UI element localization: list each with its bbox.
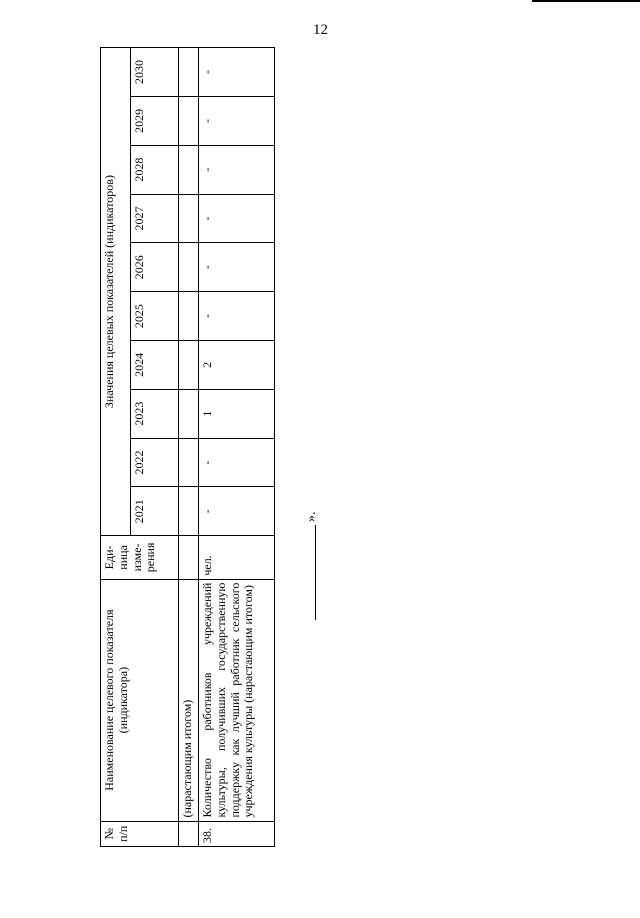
year-2029: 2029 [131, 96, 179, 145]
year-2030: 2030 [131, 48, 179, 97]
indicators-table [100, 47, 275, 847]
closing-mark-wrapper [300, 500, 320, 620]
closing-mark: ». [304, 511, 319, 522]
row-name: Количество работников учреждений культуры, получивших государственную поддержку как лучший работник сельского учреждения культуры (нарастающим итогом) [199, 579, 275, 821]
header-name [101, 579, 179, 821]
year-2024: 2024 [131, 340, 179, 389]
value-2022: - [199, 438, 275, 487]
value-2021: - [199, 487, 275, 536]
row-unit: чел. [199, 536, 275, 580]
header-values-group: Значения целевых показателей (индикаторов) [101, 48, 131, 536]
value-2025: - [199, 292, 275, 341]
value-2026: - [199, 243, 275, 292]
indicators-table-wrapper [100, 47, 275, 847]
header-num [101, 821, 179, 846]
year-2022: 2022 [131, 438, 179, 487]
header-unit [101, 536, 179, 580]
top-rule [532, 0, 640, 2]
year-2027: 2027 [131, 194, 179, 243]
value-2028: - [199, 145, 275, 194]
year-2021: 2021 [131, 487, 179, 536]
header-num-text: № п/п [102, 825, 130, 842]
value-2027: - [199, 194, 275, 243]
value-2023: 1 [199, 389, 275, 438]
value-2030: - [199, 48, 275, 97]
row-num: 38. [199, 821, 275, 846]
table-row [199, 48, 275, 847]
value-2024: 2 [199, 340, 275, 389]
cont-name: (нарастающим итогом) [179, 579, 199, 821]
year-2023: 2023 [131, 389, 179, 438]
year-2025: 2025 [131, 292, 179, 341]
closing-underline [315, 525, 316, 620]
year-2028: 2028 [131, 145, 179, 194]
page-number: 12 [313, 22, 328, 38]
header-unit-text: Еди- ница изме- рения [102, 542, 158, 573]
cont-unit [179, 536, 199, 580]
header-name-text: Наименование целевого показателя (индикатора) [102, 609, 130, 791]
value-2029: - [199, 96, 275, 145]
continuation-row [179, 48, 199, 847]
year-2026: 2026 [131, 243, 179, 292]
cont-num [179, 821, 199, 846]
